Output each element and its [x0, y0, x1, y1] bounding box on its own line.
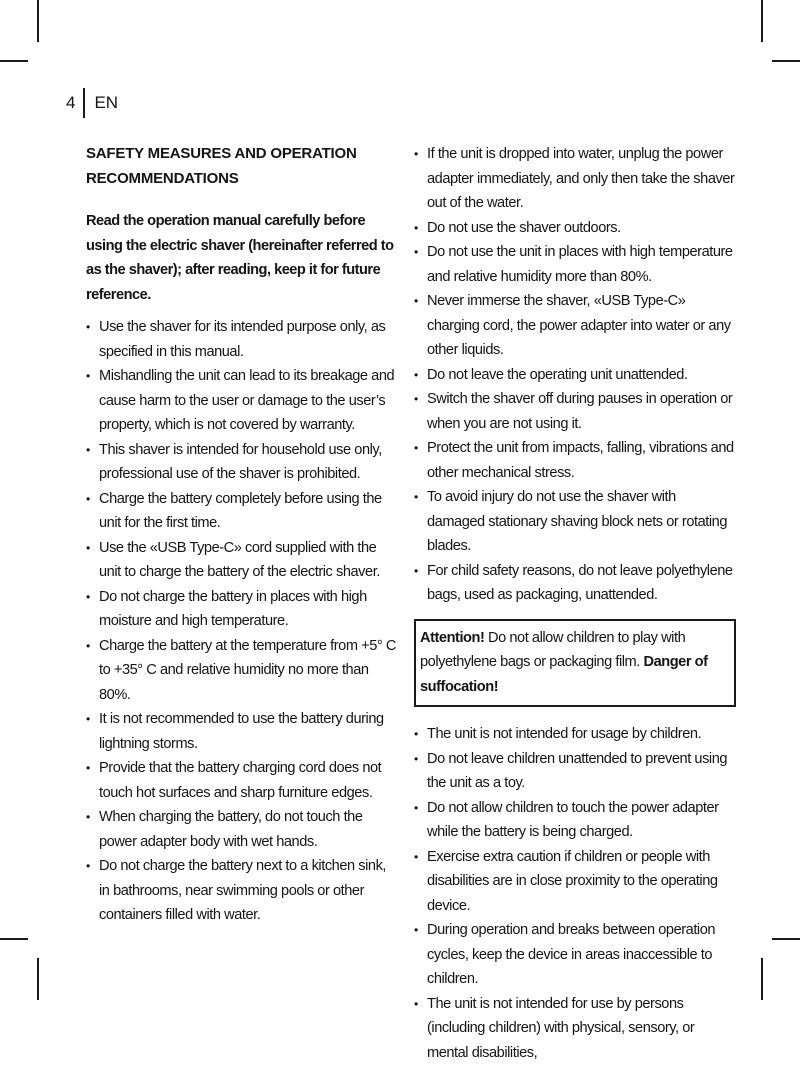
list-item: • Never immerse the shaver, «USB Type-C» charging cord, the power adapter into water or any other liquids.: [414, 289, 736, 363]
crop-mark-top-left: [37, 0, 39, 42]
list-item: • It is not recommended to use the battery during lightning storms.: [86, 707, 398, 756]
list-item: • Use the «USB Type-C» cord supplied with the unit to charge the battery of the electric shaver.: [86, 536, 398, 585]
page-header: [66, 88, 118, 118]
list-item: • Do not allow children to touch the power adapter while the battery is being charged.: [414, 796, 736, 845]
list-item: • Switch the shaver off during pauses in operation or when you are not using it.: [414, 387, 736, 436]
intro-paragraph: Read the operation manual carefully before using the electric shaver (hereinafter referred to as the shaver); after reading, keep it for future reference.: [86, 209, 398, 307]
list-item: • If the unit is dropped into water, unplug the power adapter immediately, and only then take the shaver out of the water.: [414, 142, 736, 216]
list-item: • Do not leave the operating unit unattended.: [414, 363, 736, 388]
list-item: • Do not use the shaver outdoors.: [414, 216, 736, 241]
right-bullet-list-bottom: [414, 722, 736, 1065]
crop-mark-bottom-left-h: [0, 938, 28, 940]
attention-label: Attention!: [420, 630, 484, 646]
attention-box: [414, 619, 736, 708]
list-item: • Charge the battery at the temperature from +5° C to +35° C and relative humidity no more than 80%.: [86, 634, 398, 708]
list-item: • During operation and breaks between operation cycles, keep the device in areas inaccessible to children.: [414, 918, 736, 992]
list-item: • Do not charge the battery next to a kitchen sink, in bathrooms, near swimming pools or other containers filled with water.: [86, 854, 398, 928]
list-item: • When charging the battery, do not touch the power adapter body with wet hands.: [86, 805, 398, 854]
list-item: • To avoid injury do not use the shaver with damaged stationary shaving block nets or rotating blades.: [414, 485, 736, 559]
list-item: • Do not leave children unattended to prevent using the unit as a toy.: [414, 747, 736, 796]
language-code: EN: [94, 93, 118, 113]
page-number: 4: [66, 93, 75, 113]
left-column: [86, 142, 398, 928]
header-divider: [83, 88, 85, 118]
list-item: • The unit is not intended for usage by children.: [414, 722, 736, 747]
crop-mark-bottom-right-h: [772, 938, 800, 940]
crop-mark-bottom-left: [37, 958, 39, 1000]
list-item: • This shaver is intended for household use only, professional use of the shaver is prohibited.: [86, 438, 398, 487]
crop-mark-top-right-h: [772, 60, 800, 62]
list-item: • Charge the battery completely before using the unit for the first time.: [86, 487, 398, 536]
list-item: • Do not use the unit in places with high temperature and relative humidity more than 80%.: [414, 240, 736, 289]
right-bullet-list-top: [414, 142, 736, 608]
list-item: • Exercise extra caution if children or people with disabilities are in close proximity to the operating device.: [414, 845, 736, 919]
section-title: SAFETY MEASURES AND OPERATION RECOMMENDATIONS: [86, 142, 398, 191]
list-item: • Protect the unit from impacts, falling, vibrations and other mechanical stress.: [414, 436, 736, 485]
crop-mark-top-left-h: [0, 60, 28, 62]
list-item: • Use the shaver for its intended purpose only, as specified in this manual.: [86, 315, 398, 364]
list-item: • Mishandling the unit can lead to its breakage and cause harm to the user or damage to the user’s property, which is not covered by warranty.: [86, 364, 398, 438]
left-bullet-list: [86, 315, 398, 928]
attention-text: Do not allow children to play with polyethylene bags or packaging film.: [420, 630, 685, 671]
list-item: • Provide that the battery charging cord does not touch hot surfaces and sharp furniture edges.: [86, 756, 398, 805]
crop-mark-bottom-right: [761, 958, 763, 1000]
danger-warning: Danger of suffocation!: [420, 654, 708, 695]
list-item: • The unit is not intended for use by persons (including children) with physical, sensory, or mental disabilities,: [414, 992, 736, 1065]
right-column: [414, 142, 736, 1065]
list-item: • For child safety reasons, do not leave polyethylene bags, used as packaging, unattended.: [414, 559, 736, 608]
list-item: • Do not charge the battery in places with high moisture and high temperature.: [86, 585, 398, 634]
crop-mark-top-right: [761, 0, 763, 42]
